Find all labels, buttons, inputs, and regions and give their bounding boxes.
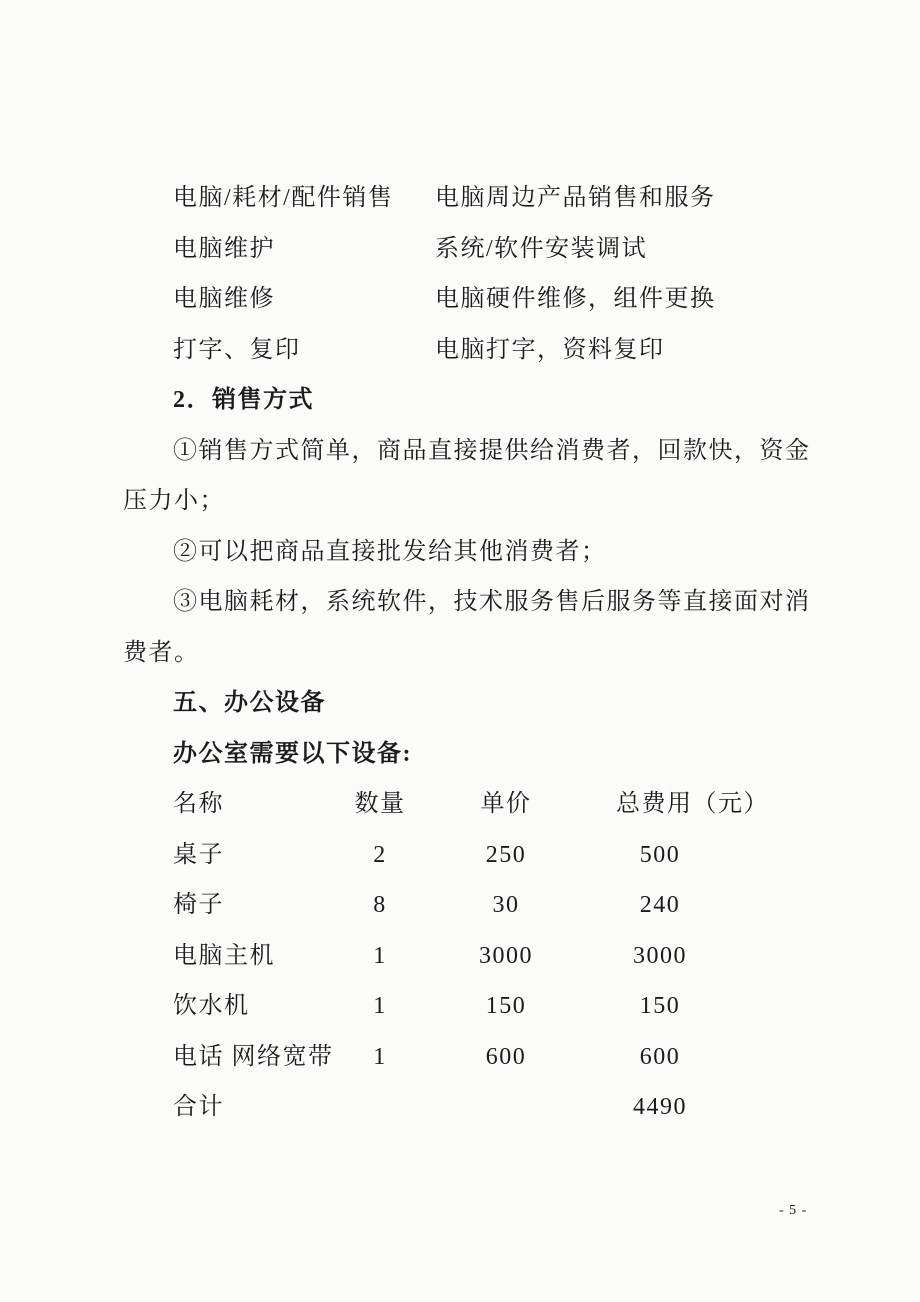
table-row [123,931,813,982]
cell-quantity: 1 [373,942,387,969]
service-row [123,274,813,325]
cell-total-cost: 240 [639,892,681,918]
cell-unit-price: 250 [485,841,527,868]
table-row [123,981,813,1032]
cell-total-cost: 150 [639,993,681,1019]
cell-quantity: 2 [373,841,387,868]
sales-item-line: ②可以把商品直接批发给其他消费者； [173,538,607,565]
service-desc: 系统/软件安装调试 [435,235,648,262]
service-list [123,173,813,375]
header-quantity: 数量 [354,791,406,817]
table-row [123,880,813,931]
sales-item-line: ③电脑耗材，系统软件，技术服务售后服务等直接面对消 [173,589,811,615]
sales-heading: 2．销售方式 [173,387,314,413]
office-subheading: 办公室需要以下设备: [173,740,412,767]
cell-quantity [345,1082,415,1133]
cell-total-cost: 3000 [633,942,687,969]
service-desc: 电脑硬件维修，组件更换 [435,286,716,312]
cell-name: 桌子 [173,841,224,868]
cell-unit-price: 600 [485,1043,527,1070]
cell-quantity: 1 [373,1043,387,1070]
cell-name: 饮水机 [173,993,250,1019]
header-total-cost: 总费用（元） [616,791,769,817]
sales-item-line: ①销售方式简单，商品直接提供给消费者，回款快，资金 [173,437,811,464]
equipment-table-header [123,779,813,830]
table-row [123,830,813,881]
service-desc: 电脑打字，资料复印 [435,336,665,363]
cell-total-cost: 4490 [633,1094,687,1120]
header-name: 名称 [173,791,224,817]
cell-quantity: 1 [373,993,387,1019]
cell-total-cost: 500 [639,841,681,868]
service-row [123,224,813,275]
cell-unit-price: 30 [492,892,520,918]
cell-name: 电脑主机 [173,942,275,969]
table-row [123,1032,813,1083]
service-name: 电脑维修 [173,286,275,312]
page-number: - 5 - [779,1203,808,1218]
sales-item-line: 压力小； [123,488,225,514]
sales-item [123,527,813,578]
service-desc: 电脑周边产品销售和服务 [435,185,716,211]
service-name: 打字、复印 [173,336,301,363]
cell-name: 椅子 [173,892,224,918]
service-name: 电脑/耗材/配件销售 [173,185,394,211]
cell-unit-price: 150 [485,993,527,1019]
sales-item [123,426,813,527]
cell-quantity: 8 [373,892,387,918]
cell-name: 电话 网络宽带 [173,1043,334,1070]
cell-name: 合计 [173,1094,224,1120]
header-unit-price: 单价 [480,791,532,817]
table-row-total [123,1082,813,1133]
cell-unit-price: 3000 [479,942,533,969]
cell-total-cost: 600 [639,1043,681,1070]
office-heading: 五、办公设备 [173,690,326,716]
service-row [123,325,813,376]
sales-item-line: 费者。 [123,639,200,666]
service-name: 电脑维护 [173,235,275,262]
equipment-table [123,779,813,1133]
sales-item [123,577,813,678]
service-row [123,173,813,224]
cell-unit-price [446,1082,566,1133]
